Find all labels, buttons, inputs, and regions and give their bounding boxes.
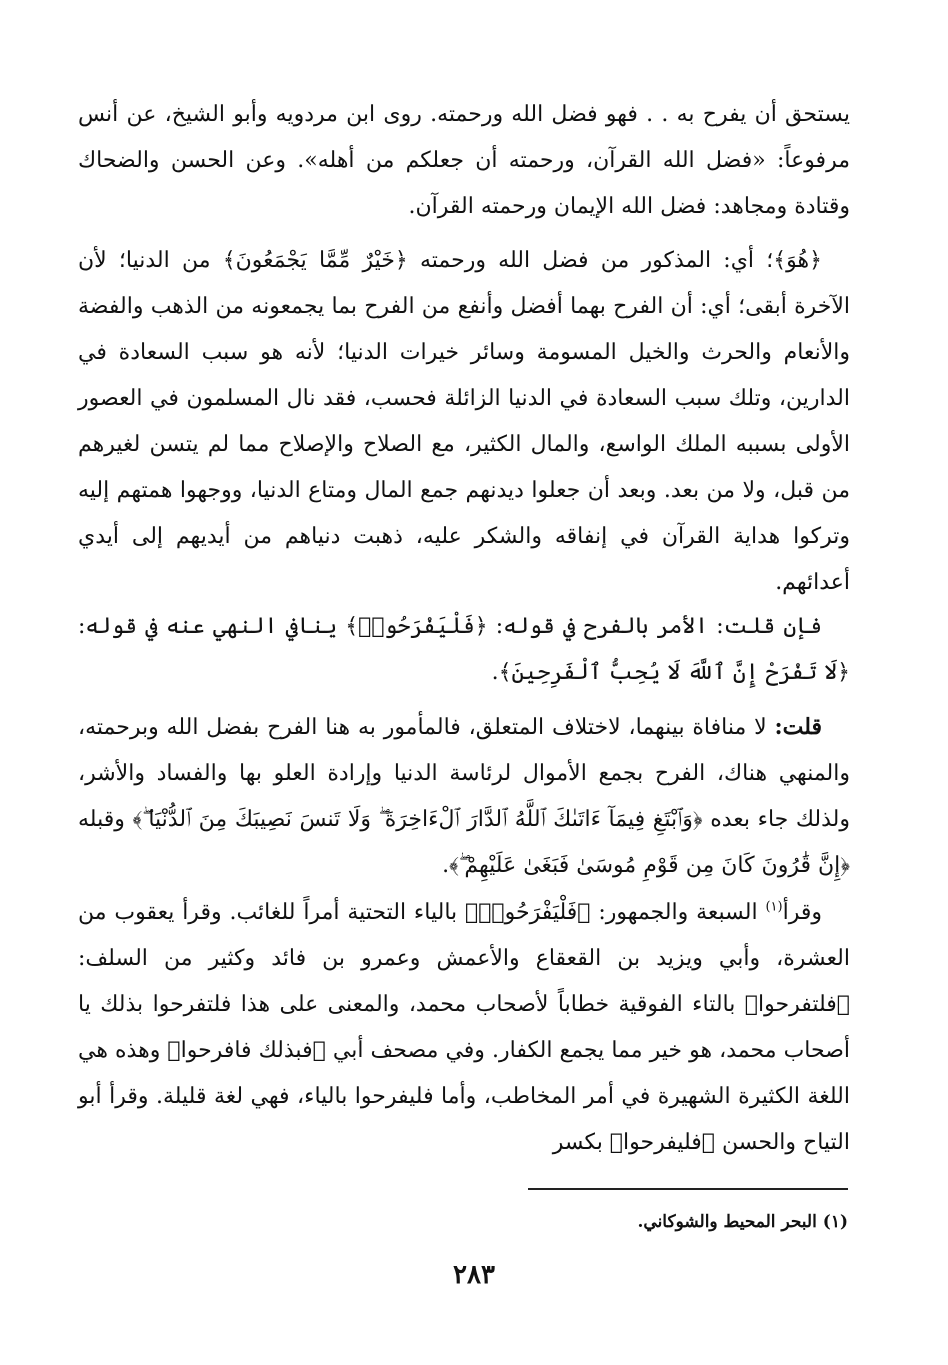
paragraph-4 [78, 704, 850, 889]
footnote-divider [528, 1188, 848, 1190]
footnote-text: البحر المحيط والشوكاني. [637, 1212, 817, 1232]
paragraph-1 [78, 92, 850, 230]
paragraph-1-text: يستحق أن يفرح به . . فهو فضل الله ورحمته. روى ابن مردويه وأبو الشيخ، عن أنس مرفوعاً: «فضل الله القرآن، ورحمته أن جعلكم من أهله». وعن الحسن والضحاك وقتادة ومجاهد: فضل الله الإيمان ورحمته القرآن. [78, 102, 850, 219]
paragraph-3-text: فإن قلت: الأمر بالفرح في قوله: ﴿فَلْيَفْرَحُوا۟﴾ ينافي النهي عنه في قوله: ﴿لَا تَفْرَحْ إِنَّ ٱللَّهَ لَا يُحِبُّ ٱلْفَرِحِينَ﴾. [78, 614, 850, 685]
paragraph-4-lead: قلت: [774, 714, 822, 740]
footnote-marker: (١) [822, 1212, 848, 1232]
paragraph-2 [78, 238, 850, 606]
footnote-reference: (١) [765, 899, 783, 915]
paragraph-5-text: السبعة والجمهور: ﴿فَلْيَفْرَحُوا۟﴾ بالياء التحتية أمراً للغائب. وقرأ يعقوب من العشرة، وأبي ويزيد بن القعقاع والأعمش وعمرو بن فائد وكثير من السلف: ﴿فلتفرحوا﴾ بالتاء الفوقية خطاباً لأصحاب محمد، والمعنى على هذا فلتفرحوا بذلك يا أصحاب محمد، هو خير مما يجمع الكفار. وفي مصحف أبي ﴿فبذلك فافرحوا﴾ وهذه هي اللغة الكثيرة الشهيرة في أمر المخاطب، وأما فليفرحوا بالياء، فهي لغة قليلة. وقرأ أبو التياح والحسن ﴿فليفرحوا﴾ بكسر [78, 900, 850, 1155]
page-number: ٢٨٣ [453, 1260, 495, 1290]
paragraph-4-text: لا منافاة بينهما، لاختلاف المتعلق، فالمأمور به هنا الفرح بفضل الله وبرحمته، والمنهي هناك، الفرح بجمع الأموال لرئاسة الدنيا وإرادة العلو بها والفساد والأشر، ولذلك جاء بعده ﴿وَٱبْتَغِ فِيمَآ ءَاتَىٰكَ ٱللَّهُ ٱلدَّارَ ٱلْءَاخِرَةَ ۖ وَلَا تَنسَ نَصِيبَكَ مِنَ ٱلدُّنْيَا ۖ﴾ وقبله ﴿إِنَّ قَٰرُونَ كَانَ مِن قَوْمِ مُوسَىٰ فَبَغَىٰ عَلَيْهِمْ ۖ﴾. [78, 715, 850, 878]
paragraph-2-text: ﴿هُوَ﴾؛ أي: المذكور من فضل الله ورحمته ﴿خَيْرٌ مِّمَّا يَجْمَعُونَ﴾ من الدنيا؛ لأن الآخرة أبقى؛ أي: أن الفرح بهما أفضل وأنفع من الفرح بما يجمعونه من الذهب والفضة والأنعام والحرث والخيل المسومة وسائر خيرات الدنيا؛ لأنه هو سبب السعادة في الدارين، وتلك سبب السعادة في الدنيا الزائلة فحسب، فقد نال المسلمون في العصور الأولى بسببه الملك الواسع، والمال الكثير، مع الصلاح والإصلاح مما لم يتسن لغيرهم من قبل، ولا من بعد. وبعد أن جعلوا ديدنهم جمع المال ومتاع الدنيا، ووجهوا همتهم إليه وتركوا هداية القرآن في إنفاقه والشكر عليه، ذهبت دنياهم من أيديهم إلى أيدي أعدائهم. [78, 248, 850, 595]
footnote [300, 1208, 848, 1236]
paragraph-5 [78, 890, 850, 1166]
paragraph-3 [78, 604, 850, 696]
paragraph-5-start: وقرأ [782, 900, 822, 925]
